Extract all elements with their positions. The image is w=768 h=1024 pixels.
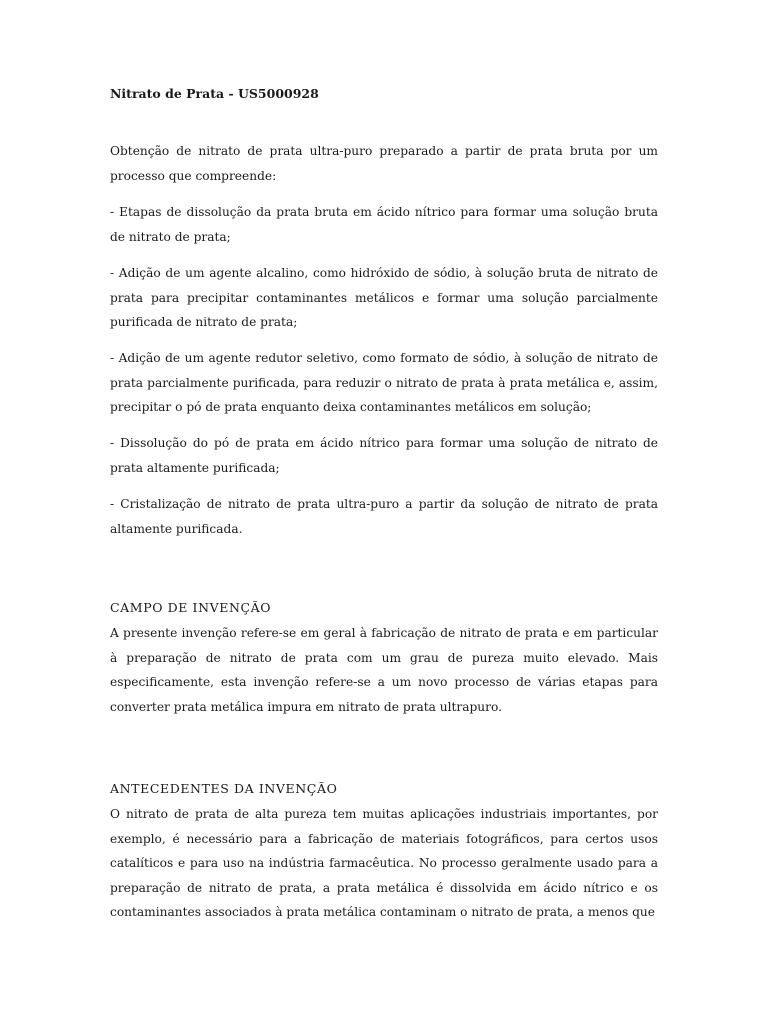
- step-item-1: - Etapas de dissolução da prata bruta em ácido nítrico para formar uma solução bruta de nitrato de prata;: [110, 205, 658, 244]
- section-heading-background: ANTECEDENTES DA INVENÇÃO: [110, 781, 338, 796]
- step-item-5: - Cristalização de nitrato de prata ultra-puro a partir da solução de nitrato de prata altamente purificada.: [110, 497, 658, 536]
- step-item-3: - Adição de um agente redutor seletivo, como formato de sódio, à solução de nitrato de prata parcialmente purificada, para reduzir o nitrato de prata à prata metálica e, assim, precipitar o pó de prata enquanto deixa contaminantes metálicos em solução;: [110, 351, 658, 414]
- intro-paragraph: Obtenção de nitrato de prata ultra-puro preparado a partir de prata bruta por um processo que compreende:: [110, 144, 658, 183]
- document-title: Nitrato de Prata - US5000928: [110, 86, 319, 101]
- section-heading-field: CAMPO DE INVENÇÃO: [110, 600, 272, 615]
- section-body-field: A presente invenção refere-se em geral à fabricação de nitrato de prata e em particular à preparação de nitrato de prata com um grau de pureza muito elevado. Mais especificamente, esta invenção refere-se a um novo processo de várias etapas para converter prata metálica impura em nitrato de prata ultrapuro.: [110, 626, 658, 714]
- step-item-2: - Adição de um agente alcalino, como hidróxido de sódio, à solução bruta de nitrato de prata para precipitar contaminantes metálicos e formar uma solução parcialmente purificada de nitrato de prata;: [110, 266, 658, 329]
- step-item-4: - Dissolução do pó de prata em ácido nítrico para formar uma solução de nitrato de prata altamente purificada;: [110, 436, 658, 475]
- section-body-background: O nitrato de prata de alta pureza tem muitas aplicações industriais importantes, por exemplo, é necessário para a fabricação de materiais fotográficos, para certos usos catalíticos e para uso na indústria farmacêutica. No processo geralmente usado para a preparação de nitrato de prata, a prata metálica é dissolvida em ácido nítrico e os contaminantes associados à prata metálica contaminam o nitrato de prata, a menos que: [110, 807, 658, 919]
